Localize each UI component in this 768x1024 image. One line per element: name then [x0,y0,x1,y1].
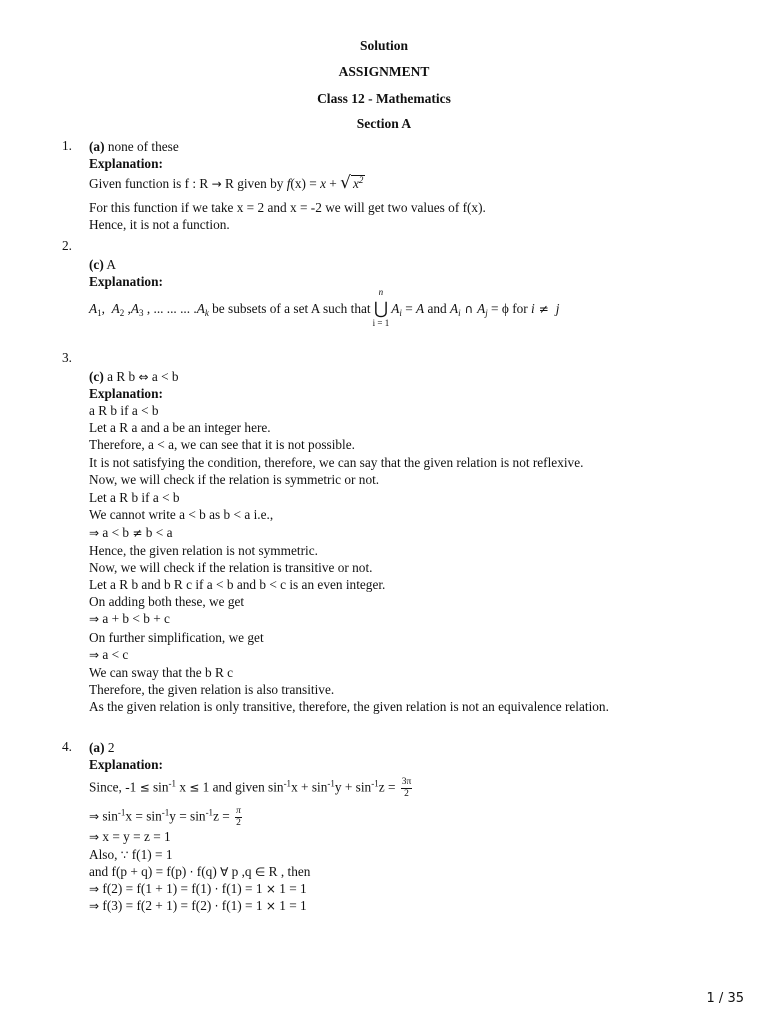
for-all-icon: ∀ [220,865,229,879]
answer-text: 2 [104,740,115,755]
math: i [458,308,461,318]
explanation-line [89,610,170,628]
math: x + sin [291,779,328,795]
explanation-line [89,806,244,829]
less-equal-icon: ≤ [139,780,150,795]
math: p ,q [228,864,255,879]
math: R , then [265,864,311,879]
implies-icon: ⇒ [89,648,100,662]
page-indicator: 1 / 35 [706,991,744,1006]
answer-line [89,138,179,155]
answer-option: (a) [89,139,105,154]
explanation-line [89,897,307,915]
explanation-line: a R b if a < b [89,403,159,418]
math: y = sin [169,808,206,824]
math: 2 [404,789,409,799]
math: j [485,308,488,318]
explanation-line: Therefore, the given relation is also transitive. [89,682,335,697]
math: a < b [99,525,133,540]
math: f(3) = f(2 + 1) = f(2) [99,898,215,913]
question-number: 3. [62,350,72,365]
explanation-line [89,175,365,193]
math: π [236,806,241,816]
math: A [89,301,98,316]
explanation-label: Explanation: [89,274,163,289]
math: 2 [358,175,364,185]
text: Since, -1 [89,779,140,795]
explanation-line: It is not satisfying the condition, therefore, we can say that the given relation is not reflexive. [89,455,584,470]
text: R given by [221,176,287,191]
times-icon: × [265,899,276,913]
text: Given function is f : R [89,176,212,191]
math: -1 [283,778,292,789]
math: (x) [290,176,306,191]
math: -1 [371,778,379,789]
math: x = y = z = 1 [99,829,171,844]
math: x [176,779,190,795]
answer-line [89,256,116,273]
math: 1 and given sin [199,779,284,795]
sqrt-expression [340,175,365,192]
math: i [531,301,535,316]
explanation-line: On adding both these, we get [89,594,245,609]
answer-option: (c) [89,369,104,384]
math: -1 [205,807,214,818]
math: b < a [142,525,173,540]
math: z = [378,779,399,795]
math: and f(p + q) = f(p) [89,864,190,879]
explanation-line: Let a R b if a < b [89,490,180,505]
math: = [401,301,417,316]
less-equal-icon: ≤ [189,780,200,795]
math: y + sin [334,779,372,795]
math: i [399,308,402,318]
union-icon: ⋃ [373,299,388,320]
not-equal-icon: ≠ [534,302,553,316]
math: f(1) = 1 [218,898,266,913]
explanation-line [89,828,171,846]
dot-operator-icon: · [189,865,194,879]
explanation-line: We cannot write a < b as b < a i.e., [89,507,274,522]
explanation-line [89,646,128,664]
explanation-line [89,863,310,881]
question-number: 1. [62,138,72,153]
answer-text: a R b [103,369,139,384]
explanation-line: Hence, the given relation is not symmetric. [89,543,318,558]
math: sin [149,779,169,795]
element-of-icon: ∈ [254,865,266,879]
math: -1 [117,807,126,818]
math: f [286,176,291,191]
math: i = 1 [372,318,390,329]
math: k [204,308,209,318]
math: = [305,176,321,191]
explanation-line: Therefore, a < a, we can see that it is not possible. [89,437,355,452]
math: A [130,301,140,316]
explanation-line: Now, we will check if the relation is symmetric or not. [89,472,380,487]
sqrt-icon: √ [340,173,351,193]
explanation-line: Now, we will check if the relation is transitive or not. [89,560,373,575]
text: be subsets of a set A such that [208,301,374,316]
dot-operator-icon: · [214,899,219,913]
fraction [401,777,413,800]
answer-line [89,739,115,756]
section-title: Section A [356,116,412,131]
math: a + b < b + c [99,611,170,626]
answer-line [89,368,179,386]
question-number: 2. [62,238,72,253]
explanation-line: For this function if we take x = 2 and x = -2 we will get two values of f(x). [89,200,486,215]
implies-icon: ⇒ [89,899,100,913]
fraction [235,806,242,829]
math: f(2) = f(1 + 1) = f(1) [99,881,215,896]
doc-title: Solution [359,38,409,53]
explanation-line: On further simplification, we get [89,630,264,645]
math: a < c [99,647,129,662]
math: -1 [168,778,176,789]
explanation-label: Explanation: [89,156,163,171]
math: A [111,301,120,316]
text: Also, [89,847,121,862]
math: -1 [327,778,335,789]
math: A [391,301,400,316]
math: x = sin [125,808,162,824]
math: A [416,301,425,316]
math: sin [99,808,118,824]
explanation-line: Hence, it is not a function. [89,217,230,232]
math: 2 [236,818,241,828]
math: f(1) = 1 [128,847,173,862]
answer-text: none of these [104,139,179,154]
implies-icon: ⇒ [89,882,100,896]
implies-icon: ⇒ [89,830,100,844]
answer-text: a < b [148,369,179,384]
explanation-line: Let a R a and a be an integer here. [89,420,271,435]
math: A [450,301,459,316]
explanation-line: We can sway that the b R c [89,665,234,680]
text: and [424,301,451,316]
answer-text: A [103,257,116,272]
math: A [196,301,205,316]
because-icon: ∵ [120,848,129,862]
question-number: 4. [62,739,72,754]
math: -1 [161,807,170,818]
math: 1 = 1 [275,881,307,896]
text: , ... ... ... . [143,301,197,316]
union-operator [372,287,390,329]
math: 1 = 1 [275,898,307,913]
math: f(q) [193,864,221,879]
explanation-line: Let a R b and b R c if a < b and b < c is an even integer. [89,577,386,592]
math: z = [213,808,234,824]
implies-icon: ⇒ [89,526,100,540]
times-icon: × [265,882,276,896]
math: A [477,301,486,316]
math: = ϕ for [487,301,532,316]
iff-arrow-icon: ⇔ [138,370,149,384]
explanation-line: $A_1$, $A_2$ $,A_3$ , ... ... ... $.A_k$ be subsets of a set A such that n ⋃ i = 1 $A_i = A$ and $A_i$ ∩ $A_j = \phi$ for i ≠ j [89,300,559,318]
right-arrow-icon: → [211,177,222,191]
math: n [378,287,384,298]
math: + [325,176,341,191]
explanation-line: As the given relation is only transitive, therefore, the given relation is not an equivalence relation. [89,699,609,714]
assignment-title: ASSIGNMENT [338,64,430,79]
explanation-line [89,524,173,542]
math: x [320,176,326,191]
not-equal-icon: ≠ [132,526,143,540]
explanation-line [89,846,172,864]
math: 2 [119,308,125,318]
answer-option: (c) [89,257,104,272]
math: x [352,176,359,191]
math: f(1) = 1 [218,881,266,896]
dot-operator-icon: · [214,882,219,896]
class-title: Class 12 - Mathematics [317,91,451,106]
implies-icon: ⇒ [89,809,100,824]
math: 3 [139,308,144,318]
implies-icon: ⇒ [89,612,100,626]
intersection-icon: ∩ [460,302,478,316]
explanation-line [89,880,307,898]
math: j [555,301,560,316]
explanation-label: Explanation: [89,386,163,401]
math: 1 [97,308,102,318]
explanation-line [89,777,414,800]
explanation-label: Explanation: [89,757,163,772]
answer-option: (a) [89,740,105,755]
math: 3π [401,777,412,787]
